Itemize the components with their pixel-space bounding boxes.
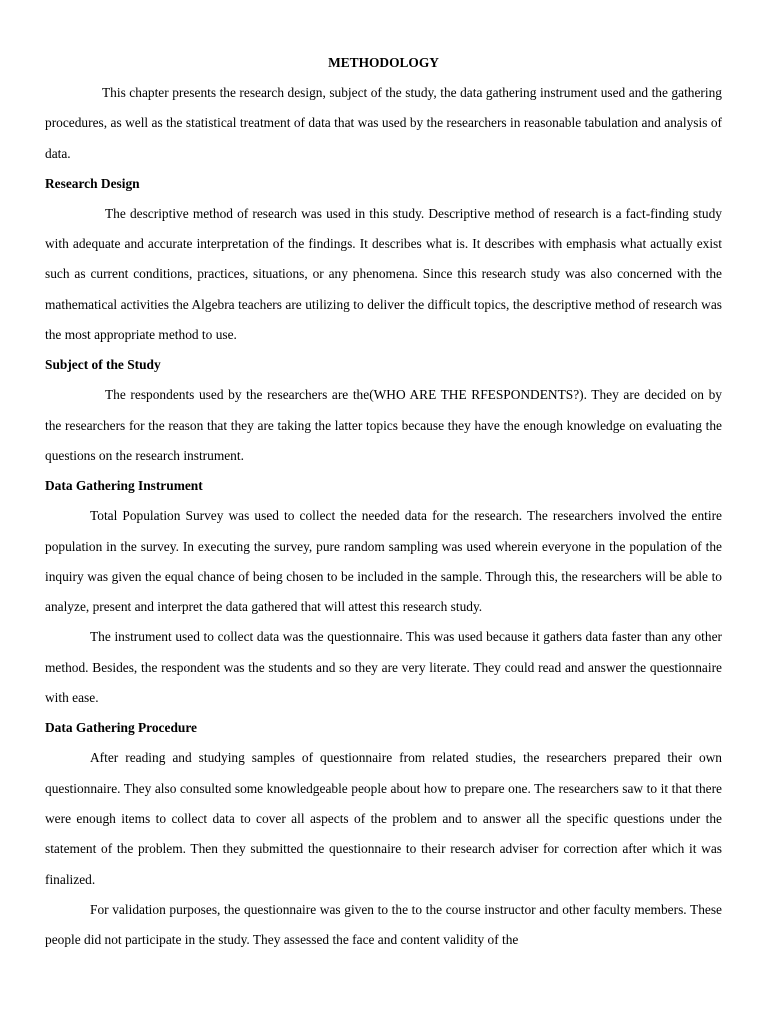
section-heading-data-gathering-procedure: Data Gathering Procedure (45, 720, 197, 736)
research-design-paragraph: The descriptive method of research was used in this study. Descriptive method of research is a fact-finding study with adequate and accurate interpretation of the findings. It describes what is. It describes with emphasis what actually exist such as current conditions, practices, situations, or any phenomena. Since this research study was also concerned with the mathematical activities the Algebra teachers are utilizing to deliver the difficult topics, the descriptive method of research was the most appropriate method to use. (45, 205, 722, 343)
procedure-paragraph-2: For validation purposes, the questionnaire was given to the to the course instructor and other faculty members. These people did not participate in the study. They assessed the face and content validity of the (45, 901, 722, 948)
section-heading-data-gathering-instrument: Data Gathering Instrument (45, 478, 203, 494)
instrument-paragraph-2: The instrument used to collect data was the questionnaire. This was used because it gathers data faster than any other method. Besides, the respondent was the students and so they are very literate. They could read and answer the questionnaire with ease. (45, 629, 722, 706)
document-page (45, 48, 722, 955)
section-heading-subject-of-study: Subject of the Study (45, 357, 161, 373)
section-heading-research-design: Research Design (45, 175, 140, 191)
page-title: METHODOLOGY (328, 55, 439, 70)
procedure-paragraph-1: After reading and studying samples of questionnaire from related studies, the researchers prepared their own questionnaire. They also consulted some knowledgeable people about how to prepare one. The researchers saw to it that there were enough items to collect data to cover all aspects of the problem and to answer all the specific questions under the statement of the problem. Then they submitted the questionnaire to their research adviser for correction after which it was finalized. (45, 750, 722, 887)
intro-paragraph: This chapter presents the research design, subject of the study, the data gathering instrument used and the gathering procedures, as well as the statistical treatment of data that was used by the researchers in reasonable tabulation and analysis of data. (45, 85, 722, 161)
subject-of-study-paragraph: The respondents used by the researchers are the(WHO ARE THE RFESPONDENTS?). They are decided on by the researchers for the reason that they are taking the latter topics because they have the enough knowledge on evaluating the questions on the research instrument. (45, 387, 722, 463)
instrument-paragraph-1: Total Population Survey was used to collect the needed data for the research. The researchers involved the entire population in the survey. In executing the survey, pure random sampling was used wherein everyone in the population of the inquiry was given the equal chance of being chosen to be included in the sample. Through this, the researchers will be able to analyze, present and interpret the data gathered that will attest this research study. (45, 508, 722, 615)
